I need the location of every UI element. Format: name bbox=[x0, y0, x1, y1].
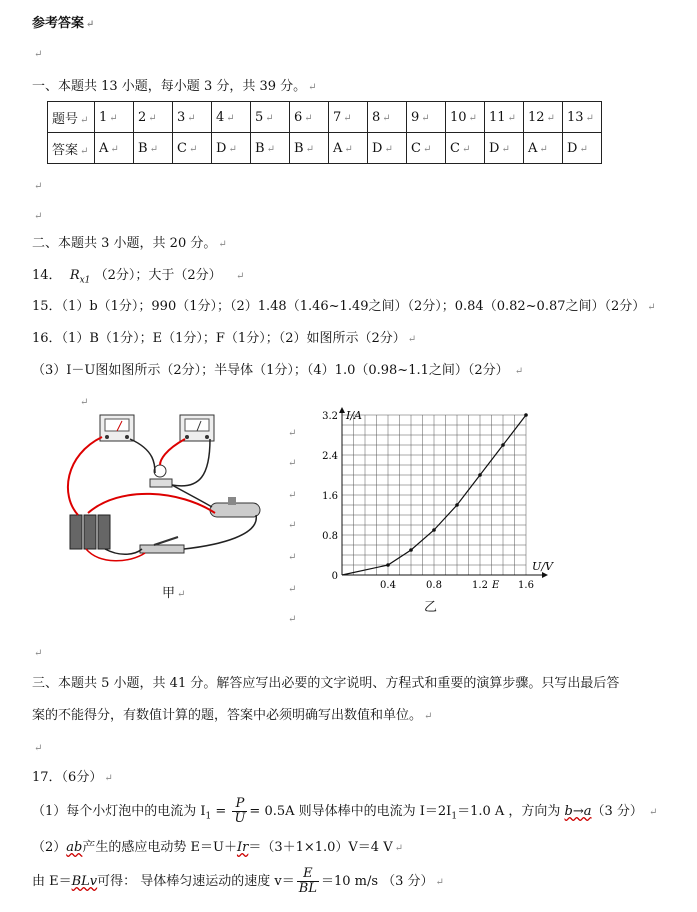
data-point bbox=[455, 503, 459, 507]
y-tick-label: 1.6 bbox=[322, 491, 338, 502]
answer-cell: D ↵ bbox=[368, 133, 407, 164]
caption-jia: 甲 ↵ bbox=[162, 586, 186, 601]
q17-line-3: 由 E＝BLv可得： 导体棒匀速运动的速度 v＝ $\frac{E}{BL}$ ＝10 m/s （3 分） ↵ bbox=[32, 866, 444, 896]
iu-chart bbox=[320, 405, 560, 590]
blank-line: ↵ bbox=[34, 49, 43, 60]
bulb-icon bbox=[150, 465, 172, 487]
x-tick-label: 1.6 bbox=[518, 580, 534, 590]
fraction-e-over-bl: $\frac{E}{BL}$ bbox=[298, 866, 317, 896]
x-tick-extra-label: E bbox=[492, 580, 500, 590]
blank-line: ↵ bbox=[34, 181, 43, 192]
question-number-cell: 3 ↵ bbox=[173, 102, 212, 133]
data-point bbox=[409, 548, 413, 552]
answer-row bbox=[48, 133, 602, 164]
question-number-cell: 6 ↵ bbox=[290, 102, 329, 133]
y-tick-label: 2.4 bbox=[322, 451, 338, 462]
question-number-cell: 1 ↵ bbox=[95, 102, 134, 133]
data-point bbox=[478, 473, 482, 477]
section1-heading: 一、本题共 13 小题，每小题 3 分，共 39 分。 ↵ bbox=[32, 79, 317, 94]
answer-cell: D ↵ bbox=[485, 133, 524, 164]
y-axis-label: I/A bbox=[346, 409, 362, 422]
circuit-diagram bbox=[60, 395, 280, 575]
question-number-cell: 12 ↵ bbox=[524, 102, 563, 133]
q17-line-2: （2）ab产生的感应电动势 E＝U＋Ir＝（3＋1×1.0）V＝4 V ↵ bbox=[32, 840, 403, 855]
answer-cell: D ↵ bbox=[212, 133, 251, 164]
question-number-cell: 11 ↵ bbox=[485, 102, 524, 133]
answer-cell: A ↵ bbox=[95, 133, 134, 164]
answer-cell: A ↵ bbox=[524, 133, 563, 164]
section3-heading-2: 案的不能得分，有数值计算的题，答案中必须明确写出数值和单位。 ↵ bbox=[32, 708, 433, 723]
q17-line-1: （1）每个小灯泡中的电流为 $I_1$ = $\frac{P}{U}$ = 0.5A 则导体棒中的电流为 $I=2I_1=1.0$ A ，方向为 b→a（3 分） ↵ bbox=[32, 796, 658, 826]
answer-row-label: 答案 ↵ bbox=[48, 133, 95, 164]
x-tick-label: 0.4 bbox=[380, 580, 396, 590]
q16-answer-2: （3）I－U图如图所示（2分）；半导体（1分）；（4）1.0（0.98~1.1之间）（2分） ↵ bbox=[32, 363, 524, 378]
blank-line: ↵ bbox=[34, 648, 43, 659]
answer-cell: B ↵ bbox=[134, 133, 173, 164]
question-number-cell: 13 ↵ bbox=[563, 102, 602, 133]
question-number-cell: 7 ↵ bbox=[329, 102, 368, 133]
answer-cell: B ↵ bbox=[251, 133, 290, 164]
blank-line: ↵ bbox=[34, 743, 43, 754]
section3-heading-1: 三、本题共 5 小题，共 41 分。解答应写出必要的文字说明、方程式和重要的演算步骤。只写出最后答 bbox=[32, 676, 620, 691]
data-point bbox=[524, 413, 528, 417]
section2-heading: 二、本题共 3 小题，共 20 分。 ↵ bbox=[32, 236, 227, 251]
data-point bbox=[501, 443, 505, 447]
ammeter-icon bbox=[100, 415, 134, 441]
q17-heading: 17．（6分） ↵ bbox=[32, 770, 113, 785]
data-point bbox=[432, 528, 436, 532]
question-number-cell: 8 ↵ bbox=[368, 102, 407, 133]
answer-cell: C ↵ bbox=[446, 133, 485, 164]
answer-cell: D ↵ bbox=[563, 133, 602, 164]
question-number-cell: 10 ↵ bbox=[446, 102, 485, 133]
question-number-cell: 9 ↵ bbox=[407, 102, 446, 133]
answer-cell: C ↵ bbox=[407, 133, 446, 164]
question-row bbox=[48, 102, 602, 133]
caption-yi: 乙 bbox=[424, 600, 438, 615]
battery-icon bbox=[70, 515, 110, 549]
question-row-label: 题号 ↵ bbox=[48, 102, 95, 133]
answer-cell: B ↵ bbox=[290, 133, 329, 164]
x-axis-label: U/V bbox=[532, 560, 553, 573]
answer-cell: C ↵ bbox=[173, 133, 212, 164]
svg-text:↵: ↵ bbox=[80, 397, 89, 408]
q14-answer: 14． $R_{x1}$ （2分）；大于（2分） ↵ bbox=[32, 268, 245, 286]
x-tick-label: 0.8 bbox=[426, 580, 442, 590]
question-number-cell: 2 ↵ bbox=[134, 102, 173, 133]
q16-answer-1: 16．（1）B（1分）；E（1分）；F（1分）；（2）如图所示（2分） ↵ bbox=[32, 331, 417, 346]
q15-answer: 15．（1）b（1分）；990（1分）；（2）1.48（1.46~1.49之间）（2分）；0.84（0.82~0.87之间）（2分） ↵ bbox=[32, 299, 656, 314]
title: 参考答案 ↵ bbox=[32, 16, 95, 31]
fraction-p-over-u: $\frac{P}{U}$ bbox=[234, 796, 246, 826]
rheostat-icon bbox=[210, 497, 260, 517]
answer-cell: A ↵ bbox=[329, 133, 368, 164]
question-number-cell: 5 ↵ bbox=[251, 102, 290, 133]
voltmeter-icon bbox=[180, 415, 214, 441]
blank-line: ↵ bbox=[34, 211, 43, 222]
switch-icon bbox=[140, 537, 184, 553]
y-tick-label: 0.8 bbox=[322, 531, 338, 542]
data-point bbox=[386, 563, 390, 567]
answer-table bbox=[47, 101, 602, 164]
y-tick-label: 0 bbox=[331, 571, 338, 582]
y-tick-label: 3.2 bbox=[322, 411, 338, 422]
x-tick-label: 1.2 bbox=[472, 580, 488, 590]
question-number-cell: 4 ↵ bbox=[212, 102, 251, 133]
